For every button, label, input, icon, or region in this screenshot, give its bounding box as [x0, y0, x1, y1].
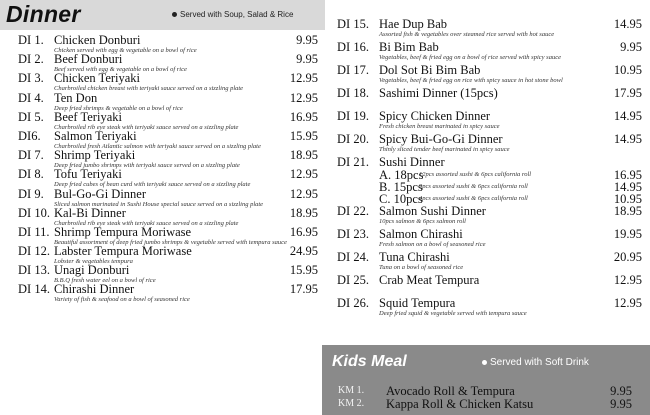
menu-item-price: 17.95 — [289, 282, 318, 297]
menu-item-price: 16.95 — [289, 224, 318, 239]
menu-item-sushi-dinner: DI 21. Sushi Dinner A. 18pcs 12pcs assorted sushi & 6pcs california roll 16.95 B. 15pcs 9pcs assorted sushi & 6pcs california roll 14.95 C. 10pcs 4pcs assorted sushi & 6pcs california roll 10.95 — [337, 155, 642, 206]
menu-item — [337, 133, 642, 153]
menu-item-code: DI 7. — [18, 148, 44, 163]
menu-item-price: 9.95 — [296, 52, 318, 67]
sushi-option: C. 10pcs 4pcs assorted sushi & 6pcs california roll 10.95 — [379, 192, 642, 206]
right-items-bottom — [337, 205, 642, 317]
menu-item-price: 15.95 — [289, 128, 318, 143]
menu-item-name: Salmon Teriyaki — [54, 129, 137, 143]
menu-item-code: DI 5. — [18, 109, 44, 124]
menu-item-description: Vegetables, beef & fried egg on rice with spicy sauce in hot stone bowl — [379, 77, 563, 84]
menu-item-price: 14.95 — [613, 132, 642, 146]
menu-item-description: Thinly sliced tender beef marinated in spicy sauce — [379, 146, 510, 153]
sushi-option: A. 18pcs 12pcs assorted sushi & 6pcs california roll 16.95 — [379, 168, 642, 182]
menu-item-code: DI 17. — [337, 63, 369, 77]
menu-item-name: Kal-Bi Dinner — [54, 206, 126, 220]
menu-item — [18, 226, 318, 245]
menu-item-price: 12.95 — [289, 71, 318, 86]
kids-meal-note: Served with Soft Drink — [482, 357, 589, 368]
menu-item-description: Beautiful assortment of deep fried jumbo shrimps & vegetable served with tempura sauce — [54, 238, 287, 246]
menu-item-name: Chirashi Dinner — [54, 283, 135, 297]
menu-item-name: Squid Tempura — [379, 297, 456, 310]
menu-item-name: Bul-Go-Gi Dinner — [54, 187, 146, 201]
menu-item-description: Vegetables, beef & fried egg on a bowl of rice served with spicy sauce — [379, 54, 561, 61]
menu-item — [18, 92, 318, 111]
menu-item — [18, 72, 318, 91]
menu-item — [337, 18, 642, 38]
menu-item-price: 14.95 — [613, 17, 642, 31]
menu-item-name: Tofu Teriyaki — [54, 168, 122, 182]
menu-item-code: DI 4. — [18, 90, 44, 105]
menu-item-description: Deep fried cubes of bean curd with teriyaki sauce served on a sizzling plate — [54, 181, 251, 189]
menu-item-price: 12.95 — [613, 273, 642, 287]
menu-item-name: Spicy Bui-Go-Gi Dinner — [379, 133, 503, 146]
menu-item — [18, 111, 318, 130]
menu-item-code: DI 20. — [337, 132, 369, 146]
menu-item-price: 12.95 — [613, 296, 642, 310]
menu-item-code: DI 8. — [18, 167, 44, 182]
menu-item-description: Assorted fish & vegetables over steamed rice served with hot sauce — [379, 31, 555, 38]
menu-item — [337, 64, 642, 84]
menu-item-price: 20.95 — [613, 250, 642, 264]
section-title: Dinner — [6, 1, 81, 27]
menu-item-code: DI6. — [18, 128, 41, 143]
menu-item — [18, 34, 318, 53]
menu-item — [18, 188, 318, 207]
menu-item-code: DI 26. — [337, 296, 369, 310]
menu-item-price: 19.95 — [613, 227, 642, 241]
menu-item-name: Dol Sot Bi Bim Bab — [379, 64, 481, 77]
menu-item-description: Tuna on a bowl of seasoned rice — [379, 264, 464, 271]
menu-item-code: DI 23. — [337, 227, 369, 241]
right-menu-column — [337, 18, 642, 320]
menu-item-description: Charbroiled rib eye steak with teriyaki sauce served on a sizzling plate — [54, 123, 239, 131]
menu-item-description: Lobster & vegetables tempura — [54, 258, 133, 266]
menu-item-code: DI 18. — [337, 86, 369, 100]
right-items-top — [337, 18, 642, 153]
menu-item-price: 18.95 — [289, 205, 318, 220]
menu-item — [18, 130, 318, 149]
menu-item-description: Deep fried squid & vegetable served with tempura sauce — [379, 310, 527, 317]
menu-item-name: Labster Tempura Moriwase — [54, 245, 192, 259]
bullet-icon — [172, 12, 177, 17]
served-with-note: Served with Soup, Salad & Rice — [172, 10, 293, 19]
menu-item-description: Fresh salmon on a bowl of seasoned rice — [379, 241, 486, 248]
menu-item-name: Ten Don — [54, 91, 98, 105]
menu-item-description: 10pcs salmon & 6pcs salmon roll — [379, 218, 466, 225]
kids-menu-item: KM 2. Kappa Roll & Chicken Katsu 9.95 — [338, 397, 632, 411]
menu-item-code: DI 3. — [18, 71, 44, 86]
menu-item-description: B.B.Q fresh water eel on a bowl of rice — [54, 277, 156, 285]
menu-item-name: Shrimp Teriyaki — [54, 149, 136, 163]
menu-item-description: Beef served with egg & vegetable on a bowl of rice — [54, 66, 187, 74]
menu-item-code: DI 24. — [337, 250, 369, 264]
menu-item-name: Beef Donburi — [54, 53, 123, 67]
menu-item-code: DI 10. — [18, 205, 50, 220]
menu-item — [18, 245, 318, 264]
menu-item-price: 10.95 — [613, 63, 642, 77]
menu-item-name: Sashimi Dinner (15pcs) — [379, 87, 498, 100]
menu-item — [337, 205, 642, 225]
menu-item-name: Salmon Chirashi — [379, 228, 463, 241]
menu-item-description: Chicken served with egg & vegetable on a bowl of rice — [54, 47, 197, 54]
menu-item — [18, 149, 318, 168]
menu-item-price: 9.95 — [620, 40, 642, 54]
bullet-icon — [482, 360, 487, 365]
menu-item-description: Deep fried shrimps & vegetable on a bowl of rice — [54, 104, 183, 112]
menu-item — [337, 41, 642, 61]
menu-item-price: 12.95 — [289, 167, 318, 182]
menu-item — [337, 251, 642, 271]
kids-meal-title: Kids Meal — [332, 353, 407, 370]
menu-item-price: 12.95 — [289, 186, 318, 201]
menu-item-price: 15.95 — [289, 263, 318, 278]
menu-item-name: Tuna Chirashi — [379, 251, 450, 264]
menu-item-name: Unagi Donburi — [54, 264, 130, 278]
menu-item — [337, 297, 642, 317]
menu-item-description: Variety of fish & seafood on a bowl of seasoned rice — [54, 296, 190, 304]
menu-item — [337, 87, 642, 107]
menu-item-name: Chicken Teriyaki — [54, 72, 141, 86]
menu-item-code: DI 11. — [18, 224, 50, 239]
menu-item-code: DI 19. — [337, 109, 369, 123]
menu-item-price: 16.95 — [289, 109, 318, 124]
menu-item-name: Crab Meat Tempura — [379, 274, 480, 287]
sushi-option: B. 15pcs 9pcs assorted sushi & 6pcs california roll 14.95 — [379, 180, 642, 194]
menu-item-name: Shrimp Tempura Moriwase — [54, 225, 192, 239]
menu-item-description: Charbroiled fresh Atlantic salmon with teriyaki sauce served on a sizzling plate — [54, 142, 261, 150]
menu-item-name: Beef Teriyaki — [54, 110, 122, 124]
menu-item — [18, 264, 318, 283]
menu-item-code: DI 13. — [18, 263, 50, 278]
menu-item — [18, 283, 318, 302]
menu-item-price: 17.95 — [613, 86, 642, 100]
menu-item-price: 9.95 — [296, 33, 318, 47]
kids-meal-panel — [322, 345, 650, 415]
menu-item — [18, 207, 318, 226]
menu-item-code: DI 25. — [337, 273, 369, 287]
menu-item-code: DI 16. — [337, 40, 369, 54]
menu-item — [337, 228, 642, 248]
menu-item-price: 24.95 — [289, 244, 318, 259]
menu-item-code: DI 22. — [337, 204, 369, 218]
menu-item-description: Fresh chicken breast marinated in spicy sauce — [379, 123, 500, 130]
left-menu-column — [18, 34, 318, 303]
menu-item-description: Charbroiled rib eye steak with teriyaki sauce served on a sizzling plate — [54, 219, 239, 227]
menu-item-description: Deep fried jumbo shrimps with teriyaki sauce served on a sizzling plate — [54, 162, 240, 170]
menu-item-description: Charbroiled chicken breast with teriyaki sauce served on a sizzling plate — [54, 85, 244, 93]
menu-item-price: 12.95 — [289, 90, 318, 105]
menu-item-price: 14.95 — [613, 109, 642, 123]
kids-menu-item: KM 1. Avocado Roll & Tempura 9.95 — [338, 384, 632, 398]
menu-item — [18, 53, 318, 72]
menu-item-code: DI 14. — [18, 282, 50, 297]
menu-item-code: DI 12. — [18, 244, 50, 259]
menu-item-code: DI 15. — [337, 17, 369, 31]
menu-item — [18, 168, 318, 187]
menu-item-price: 18.95 — [289, 148, 318, 163]
menu-item — [337, 110, 642, 130]
menu-item-code: DI 1. — [18, 33, 44, 47]
menu-item-description: Sliced salmon marinated in Sushi House special sauce served on a sizzling plate — [54, 200, 264, 208]
menu-item-code: DI 9. — [18, 186, 44, 201]
menu-item-price: 18.95 — [613, 204, 642, 218]
menu-item-name: Hae Dup Bab — [379, 18, 448, 31]
menu-item-code: DI 2. — [18, 52, 44, 67]
dinner-header — [0, 0, 325, 30]
menu-item-name: Chicken Donburi — [54, 34, 141, 47]
menu-item-name: Salmon Sushi Dinner — [379, 205, 486, 218]
menu-item-name: Spicy Chicken Dinner — [379, 110, 491, 123]
menu-item-name: Bi Bim Bab — [379, 41, 439, 54]
menu-item — [337, 274, 642, 294]
